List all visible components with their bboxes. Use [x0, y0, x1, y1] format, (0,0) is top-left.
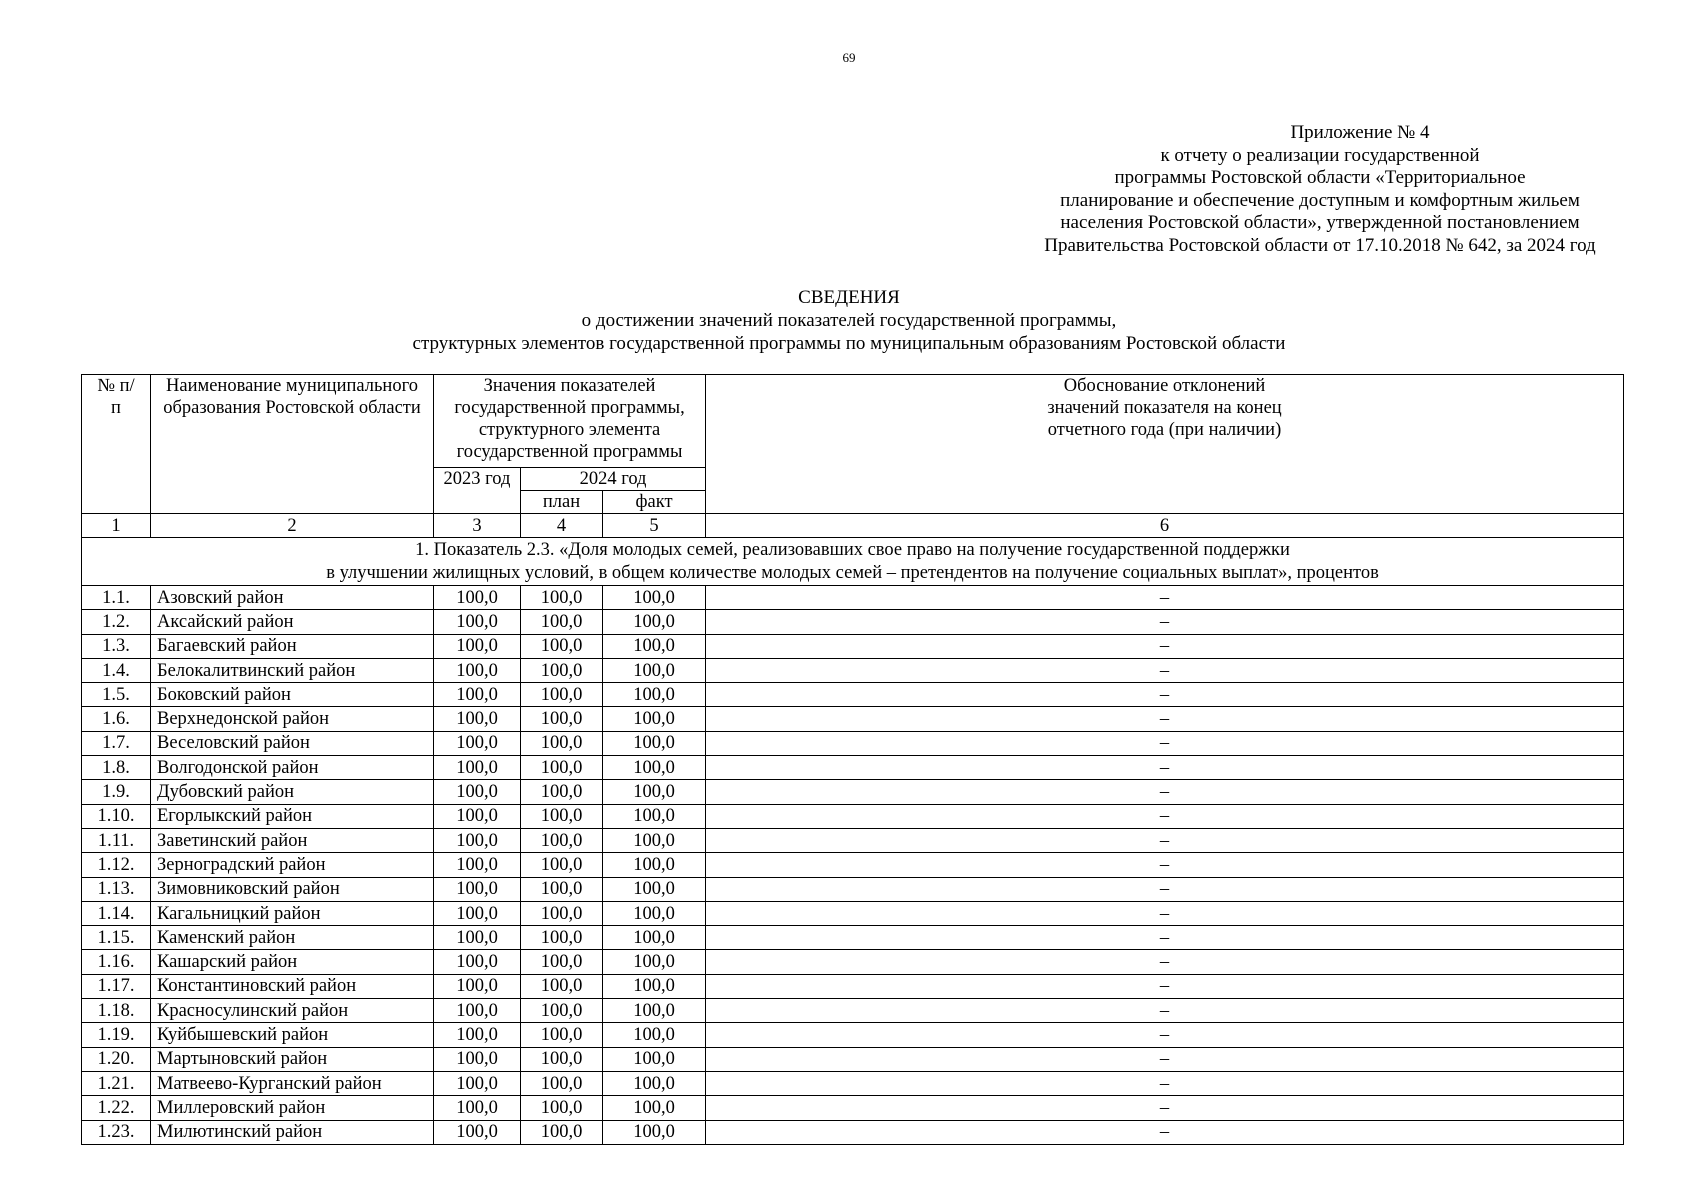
row-value-fact: 100,0: [603, 1023, 706, 1047]
row-reason: –: [706, 1023, 1624, 1047]
row-value-2023: 100,0: [434, 586, 521, 610]
row-value-fact: 100,0: [603, 1096, 706, 1120]
row-value-fact: 100,0: [603, 974, 706, 998]
row-value-fact: 100,0: [603, 901, 706, 925]
row-municipality: Кашарский район: [151, 950, 434, 974]
row-value-fact: 100,0: [603, 877, 706, 901]
row-value-plan: 100,0: [521, 828, 603, 852]
row-municipality: Заветинский район: [151, 828, 434, 852]
row-value-plan: 100,0: [521, 707, 603, 731]
row-value-plan: 100,0: [521, 974, 603, 998]
row-value-plan: 100,0: [521, 877, 603, 901]
row-value-fact: 100,0: [603, 610, 706, 634]
appendix-line: населения Ростовской области», утвержденной постановлением: [1060, 212, 1580, 233]
table-row: [82, 731, 1624, 755]
appendix-line: Правительства Ростовской области от 17.10.2018 № 642, за 2024 год: [1044, 234, 1596, 256]
row-value-2023: 100,0: [434, 683, 521, 707]
row-value-2023: 100,0: [434, 950, 521, 974]
table-row: [82, 926, 1624, 950]
row-reason: –: [706, 999, 1624, 1023]
table-row: [82, 658, 1624, 682]
row-value-2023: 100,0: [434, 1120, 521, 1144]
row-reason: –: [706, 1047, 1624, 1071]
header-fact: факт: [603, 491, 706, 514]
row-municipality: Егорлыкский район: [151, 804, 434, 828]
row-number: 1.10.: [82, 804, 151, 828]
row-value-2023: 100,0: [434, 634, 521, 658]
row-value-plan: 100,0: [521, 901, 603, 925]
row-value-plan: 100,0: [521, 1023, 603, 1047]
row-value-plan: 100,0: [521, 804, 603, 828]
table-row: [82, 610, 1624, 634]
table-body: [82, 586, 1624, 1145]
row-value-plan: 100,0: [521, 610, 603, 634]
row-municipality: Милютинский район: [151, 1120, 434, 1144]
row-reason: –: [706, 634, 1624, 658]
row-value-plan: 100,0: [521, 853, 603, 877]
row-value-2023: 100,0: [434, 926, 521, 950]
row-value-2023: 100,0: [434, 707, 521, 731]
row-value-2023: 100,0: [434, 756, 521, 780]
row-number: 1.20.: [82, 1047, 151, 1071]
row-value-fact: 100,0: [603, 853, 706, 877]
row-number: 1.19.: [82, 1023, 151, 1047]
row-municipality: Матвеево-Курганский район: [151, 1071, 434, 1095]
row-value-plan: 100,0: [521, 1096, 603, 1120]
row-reason: –: [706, 1120, 1624, 1144]
row-municipality: Мартыновский район: [151, 1047, 434, 1071]
row-number: 1.3.: [82, 634, 151, 658]
row-value-plan: 100,0: [521, 780, 603, 804]
row-value-plan: 100,0: [521, 1047, 603, 1071]
row-municipality: Кагальницкий район: [151, 901, 434, 925]
table-row: [82, 707, 1624, 731]
row-value-2023: 100,0: [434, 1023, 521, 1047]
row-reason: –: [706, 780, 1624, 804]
column-number: 6: [706, 514, 1624, 538]
row-value-2023: 100,0: [434, 1096, 521, 1120]
row-value-plan: 100,0: [521, 683, 603, 707]
row-number: 1.17.: [82, 974, 151, 998]
header-reason: Обоснование отклонений значений показателя на конец отчетного года (при наличии): [706, 375, 1624, 514]
row-value-plan: 100,0: [521, 1071, 603, 1095]
row-value-fact: 100,0: [603, 658, 706, 682]
row-municipality: Зимовниковский район: [151, 877, 434, 901]
row-number: 1.11.: [82, 828, 151, 852]
row-reason: –: [706, 950, 1624, 974]
row-municipality: Константиновский район: [151, 974, 434, 998]
row-value-fact: 100,0: [603, 1047, 706, 1071]
row-reason: –: [706, 586, 1624, 610]
page-number: 69: [842, 50, 856, 65]
appendix-line: программы Ростовской области «Территориальное: [1114, 167, 1526, 188]
row-reason: –: [706, 1096, 1624, 1120]
row-number: 1.4.: [82, 658, 151, 682]
table-row: [82, 950, 1624, 974]
row-municipality: Каменский район: [151, 926, 434, 950]
column-number: 1: [82, 514, 151, 538]
row-reason: –: [706, 756, 1624, 780]
row-value-plan: 100,0: [521, 658, 603, 682]
row-value-fact: 100,0: [603, 756, 706, 780]
row-reason: –: [706, 901, 1624, 925]
table-row: [82, 804, 1624, 828]
table-row: [82, 999, 1624, 1023]
indicator-line: в улучшении жилищных условий, в общем количестве молодых семей – претендентов на получение социальных выплат», процентов: [326, 562, 1379, 583]
row-reason: –: [706, 707, 1624, 731]
table-row: [82, 1047, 1624, 1071]
row-municipality: Белокалитвинский район: [151, 658, 434, 682]
document-title: СВЕДЕНИЯ: [798, 287, 900, 308]
report-table: [81, 374, 1624, 1145]
row-municipality: Аксайский район: [151, 610, 434, 634]
row-value-fact: 100,0: [603, 707, 706, 731]
column-number: 3: [434, 514, 521, 538]
table-row: [82, 974, 1624, 998]
row-municipality: Куйбышевский район: [151, 1023, 434, 1047]
row-municipality: Веселовский район: [151, 731, 434, 755]
row-value-2023: 100,0: [434, 610, 521, 634]
row-number: 1.23.: [82, 1120, 151, 1144]
indicator-title: [82, 538, 1624, 586]
row-value-fact: 100,0: [603, 926, 706, 950]
row-reason: –: [706, 926, 1624, 950]
header-values: Значения показателей государственной программы, структурного элемента государственной программы: [434, 375, 706, 468]
row-reason: –: [706, 974, 1624, 998]
table-row: [82, 634, 1624, 658]
row-value-2023: 100,0: [434, 999, 521, 1023]
row-reason: –: [706, 731, 1624, 755]
row-reason: –: [706, 877, 1624, 901]
row-number: 1.1.: [82, 586, 151, 610]
column-number: 5: [603, 514, 706, 538]
row-reason: –: [706, 853, 1624, 877]
header-2023: 2023 год: [434, 468, 521, 514]
row-value-plan: 100,0: [521, 756, 603, 780]
column-number: 2: [151, 514, 434, 538]
row-number: 1.12.: [82, 853, 151, 877]
row-value-plan: 100,0: [521, 634, 603, 658]
row-number: 1.8.: [82, 756, 151, 780]
row-municipality: Боковский район: [151, 683, 434, 707]
row-number: 1.22.: [82, 1096, 151, 1120]
row-reason: –: [706, 804, 1624, 828]
row-value-2023: 100,0: [434, 804, 521, 828]
row-value-plan: 100,0: [521, 731, 603, 755]
row-municipality: Багаевский район: [151, 634, 434, 658]
row-number: 1.21.: [82, 1071, 151, 1095]
row-municipality: Азовский район: [151, 586, 434, 610]
header-plan: план: [521, 491, 603, 514]
row-value-2023: 100,0: [434, 974, 521, 998]
row-number: 1.9.: [82, 780, 151, 804]
row-value-2023: 100,0: [434, 658, 521, 682]
row-number: 1.15.: [82, 926, 151, 950]
row-value-plan: 100,0: [521, 586, 603, 610]
table-row: [82, 1120, 1624, 1144]
row-value-fact: 100,0: [603, 1120, 706, 1144]
table-row: [82, 853, 1624, 877]
row-value-fact: 100,0: [603, 828, 706, 852]
indicator-line: 1. Показатель 2.3. «Доля молодых семей, реализовавших свое право на получение государственной поддержки: [415, 539, 1290, 560]
table-row: [82, 756, 1624, 780]
document-heading: [0, 286, 1698, 355]
row-municipality: Верхнедонской район: [151, 707, 434, 731]
row-value-2023: 100,0: [434, 1071, 521, 1095]
table-row: [82, 901, 1624, 925]
header-name: Наименование муниципального образования Ростовской области: [151, 375, 434, 514]
row-value-plan: 100,0: [521, 950, 603, 974]
row-municipality: Красносулинский район: [151, 999, 434, 1023]
row-value-plan: 100,0: [521, 1120, 603, 1144]
row-value-2023: 100,0: [434, 877, 521, 901]
row-reason: –: [706, 610, 1624, 634]
row-reason: –: [706, 828, 1624, 852]
row-number: 1.7.: [82, 731, 151, 755]
table-row: [82, 683, 1624, 707]
row-number: 1.18.: [82, 999, 151, 1023]
row-value-2023: 100,0: [434, 901, 521, 925]
table-row: [82, 780, 1624, 804]
table-row: [82, 1071, 1624, 1095]
row-value-fact: 100,0: [603, 634, 706, 658]
row-reason: –: [706, 1071, 1624, 1095]
table-row: [82, 877, 1624, 901]
row-municipality: Волгодонской район: [151, 756, 434, 780]
row-municipality: Миллеровский район: [151, 1096, 434, 1120]
row-reason: –: [706, 658, 1624, 682]
row-municipality: Дубовский район: [151, 780, 434, 804]
row-value-fact: 100,0: [603, 731, 706, 755]
row-number: 1.2.: [82, 610, 151, 634]
row-value-fact: 100,0: [603, 950, 706, 974]
row-number: 1.14.: [82, 901, 151, 925]
row-value-fact: 100,0: [603, 683, 706, 707]
row-value-fact: 100,0: [603, 1071, 706, 1095]
table-row: [82, 1023, 1624, 1047]
appendix-line: Приложение № 4: [1290, 122, 1430, 143]
header-2024: 2024 год: [521, 468, 706, 491]
row-value-2023: 100,0: [434, 731, 521, 755]
row-value-2023: 100,0: [434, 828, 521, 852]
appendix-line: к отчету о реализации государственной: [1160, 144, 1480, 166]
row-value-fact: 100,0: [603, 999, 706, 1023]
column-number: 4: [521, 514, 603, 538]
row-value-2023: 100,0: [434, 780, 521, 804]
row-value-2023: 100,0: [434, 853, 521, 877]
row-number: 1.5.: [82, 683, 151, 707]
row-value-plan: 100,0: [521, 926, 603, 950]
row-number: 1.16.: [82, 950, 151, 974]
table-row: [82, 1096, 1624, 1120]
row-number: 1.13.: [82, 877, 151, 901]
appendix-block: [1010, 122, 1630, 257]
header-num: № п/п: [82, 375, 151, 514]
row-value-plan: 100,0: [521, 999, 603, 1023]
row-municipality: Зерноградский район: [151, 853, 434, 877]
table-row: [82, 828, 1624, 852]
appendix-line: планирование и обеспечение доступным и комфортным жильем: [1060, 189, 1580, 211]
table-row: [82, 586, 1624, 610]
row-value-fact: 100,0: [603, 804, 706, 828]
row-reason: –: [706, 683, 1624, 707]
document-subtitle: структурных элементов государственной программы по муниципальным образованиям Ростовской области: [412, 333, 1286, 354]
row-value-2023: 100,0: [434, 1047, 521, 1071]
row-value-fact: 100,0: [603, 586, 706, 610]
document-subtitle: о достижении значений показателей государственной программы,: [581, 310, 1117, 331]
row-value-fact: 100,0: [603, 780, 706, 804]
row-number: 1.6.: [82, 707, 151, 731]
